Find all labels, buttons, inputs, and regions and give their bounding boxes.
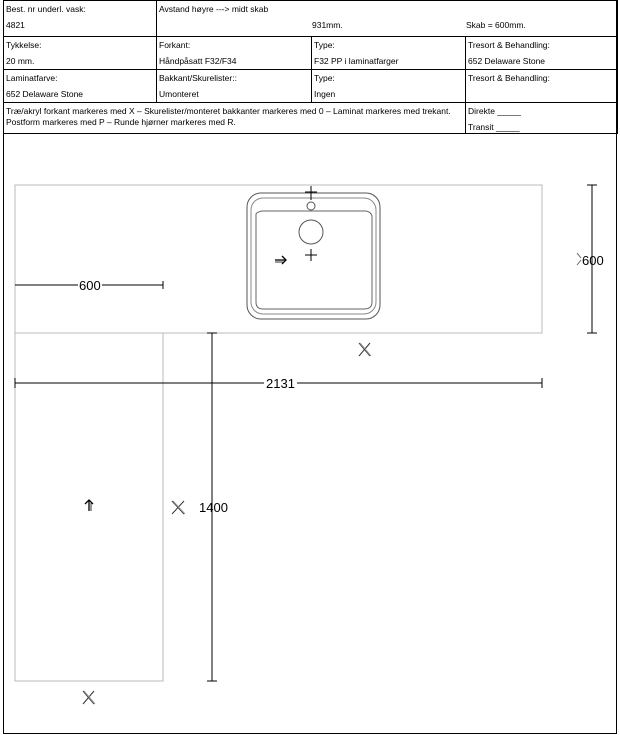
note-line-1: Træ/akryl forkant markeres med X – Skurelister/monteret bakkanter markeres med 0 – Laminat markeres med trekant. (6, 106, 451, 116)
label-type: Type: (314, 40, 335, 50)
label-distance: Avstand høyre ---> midt skab (159, 4, 269, 14)
label-back-edge: Bakkant/Skurelister:: (159, 73, 237, 83)
value-cabinet: Skab = 600mm. (466, 20, 526, 30)
dim-label-leg-length: 1400 (199, 500, 228, 515)
value-back-edge: Umonteret (159, 89, 199, 99)
value-front-edge: Håndpåsatt F32/F34 (159, 56, 237, 66)
arrow-up-icon (85, 500, 93, 511)
edge-marker-x-leg-end (83, 691, 95, 704)
shipping-transit: Transit _____ (468, 122, 520, 132)
value-laminate-color: 652 Delaware Stone (6, 89, 84, 99)
dim-label-right-depth: 600 (582, 253, 604, 268)
worktop-main-outline (15, 185, 542, 333)
dim-label-left-segment: 600 (79, 278, 101, 293)
value-type: F32 PP i laminatfarger (314, 56, 399, 66)
label-type-2: Type: (314, 73, 335, 83)
label-laminate-color: Laminatfarve: (6, 73, 58, 83)
dim-label-total-width: 2131 (266, 376, 295, 391)
value-distance: 931mm. (312, 20, 343, 30)
label-wood-treatment-2: Tresort & Behandling: (468, 73, 550, 83)
edge-marker-x-right (577, 253, 581, 265)
edge-marker-x-leg-side (172, 501, 185, 514)
label-thickness: Tykkelse: (6, 40, 42, 50)
value-order-number: 4821 (6, 20, 25, 30)
sink-icon (247, 186, 380, 319)
value-thickness: 20 mm. (6, 56, 35, 66)
note-line-2: Postform markeres med P – Runde hjørner markeres med R. (6, 117, 236, 127)
label-wood-treatment: Tresort & Behandling: (468, 40, 550, 50)
arrow-right-icon (275, 256, 286, 264)
label-front-edge: Forkant: (159, 40, 191, 50)
label-order-number: Best. nr underl. vask: (6, 4, 86, 14)
value-type-2: Ingen (314, 89, 336, 99)
edge-marker-x-main (359, 343, 371, 356)
shipping-direkte: Direkte _____ (468, 106, 521, 116)
value-wood-treatment: 652 Delaware Stone (468, 56, 546, 66)
